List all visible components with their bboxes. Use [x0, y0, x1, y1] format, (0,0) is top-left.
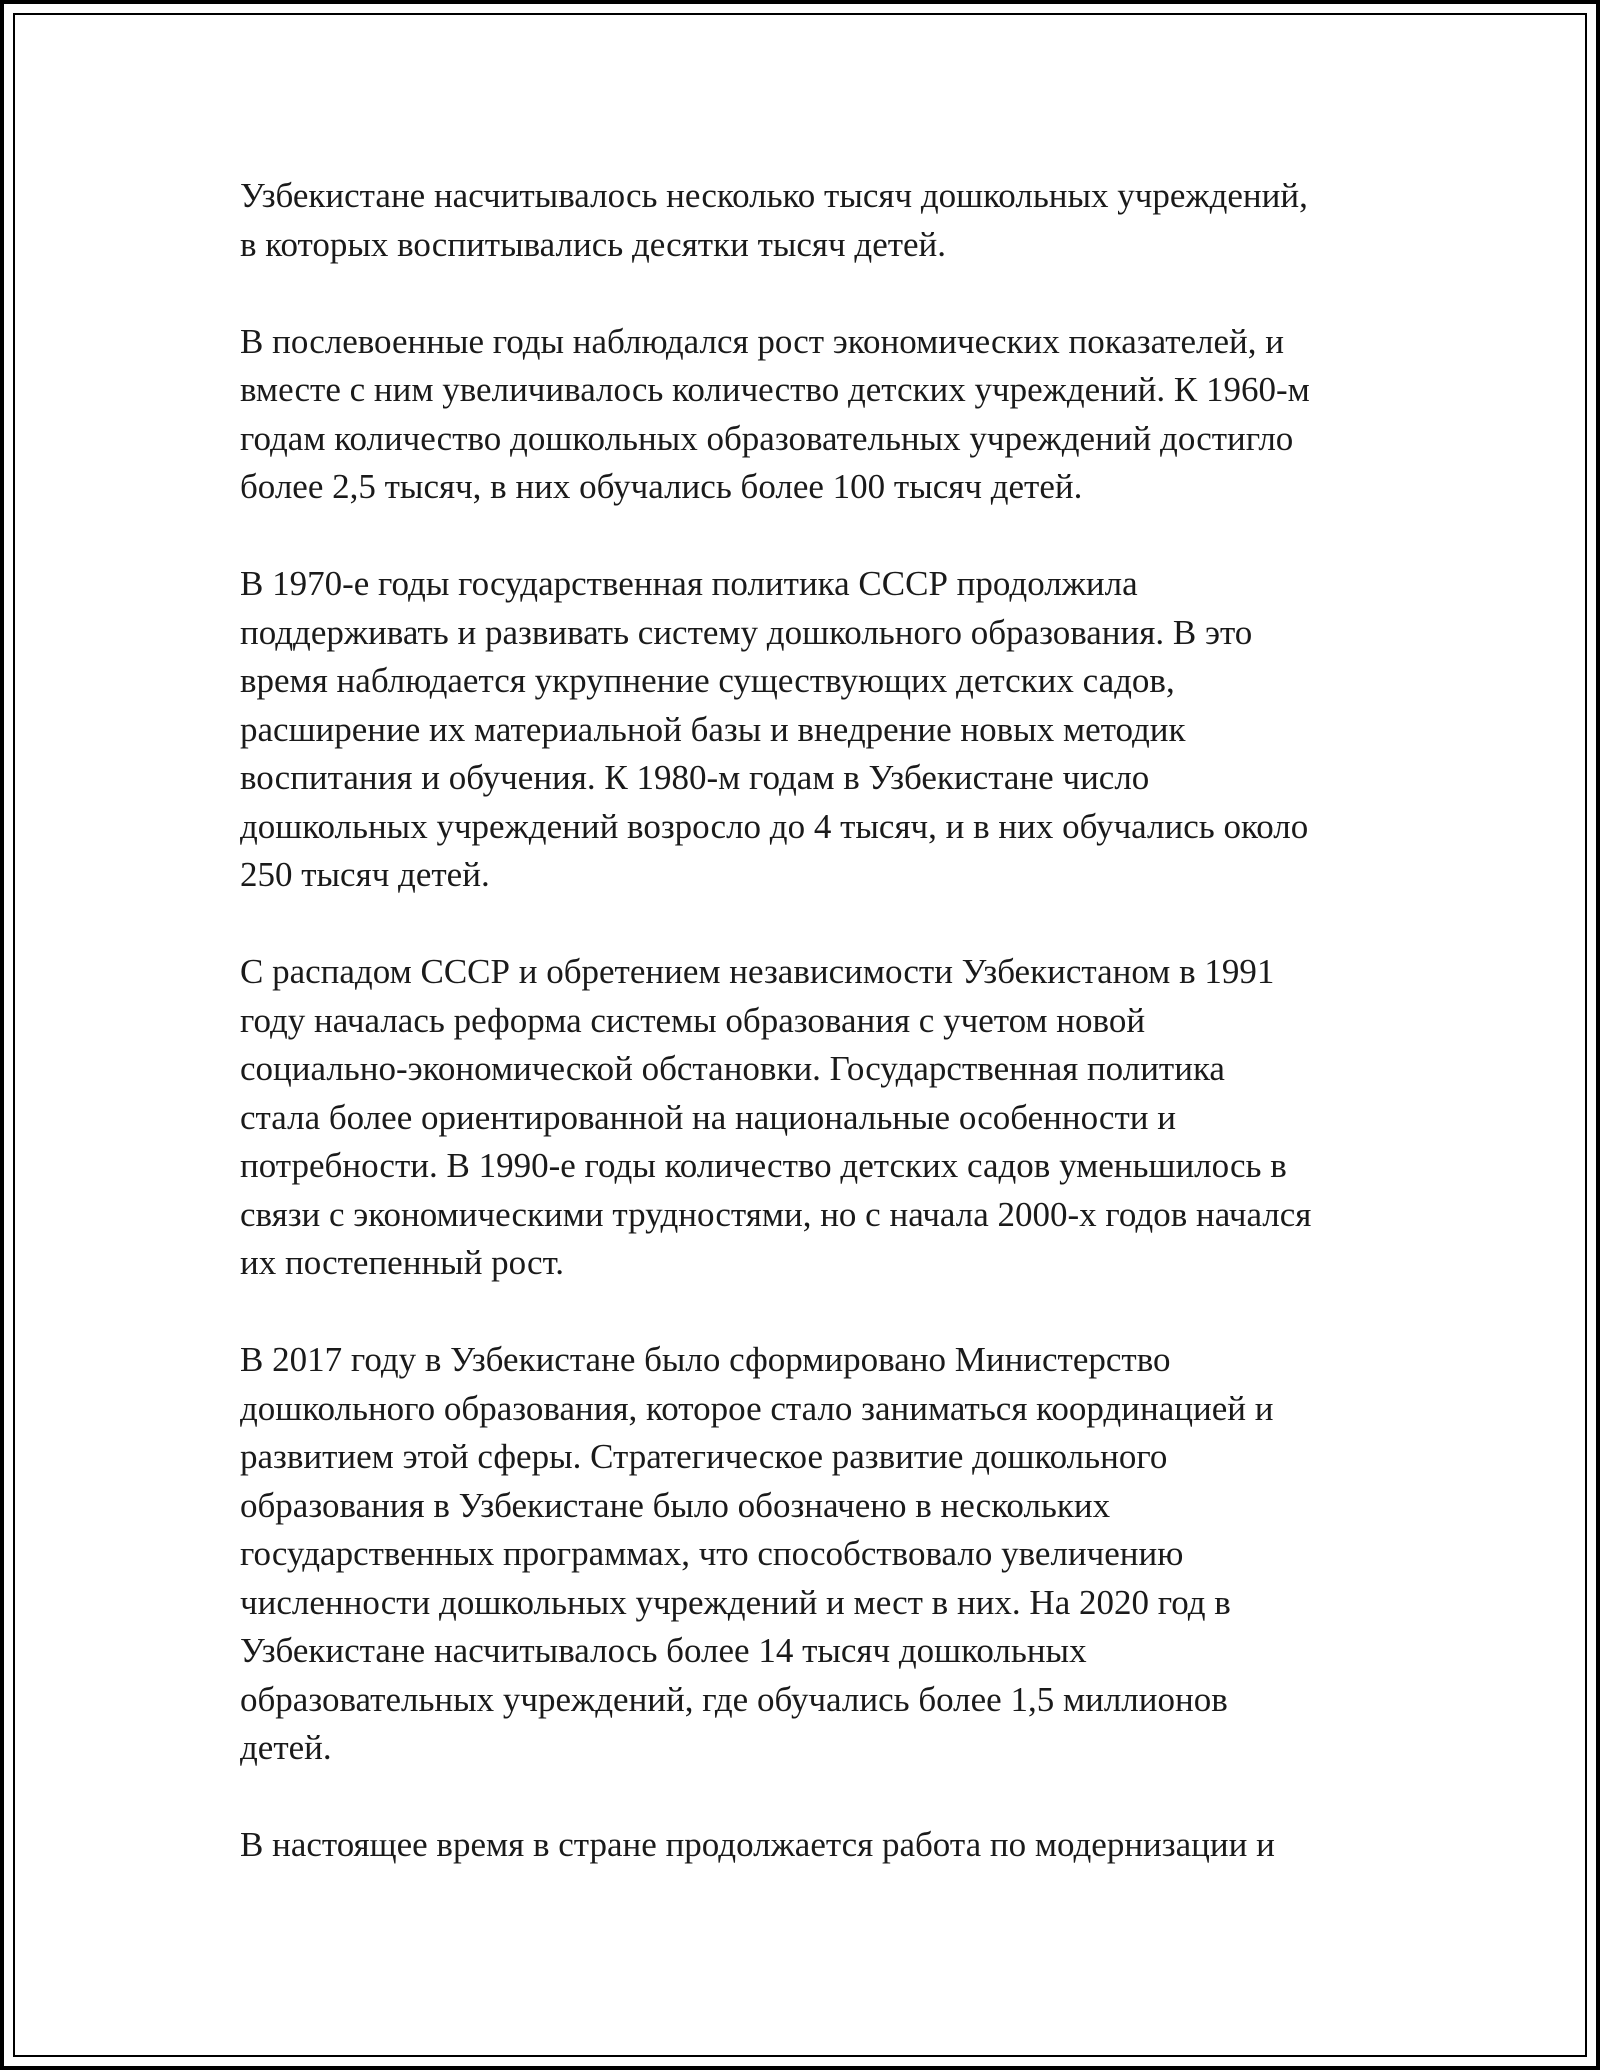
text-line: время наблюдается укрупнение существующих детских садов,: [240, 661, 1175, 700]
paragraph: [240, 560, 1380, 900]
text-line: более 2,5 тысяч, в них обучались более 100 тысяч детей.: [240, 467, 1083, 506]
text-line: В настоящее время в стране продолжается работа по модернизации и: [240, 1825, 1275, 1864]
text-line: в которых воспитывались десятки тысяч детей.: [240, 224, 947, 264]
text-line: воспитания и обучения. К 1980-м годам в Узбекистане число: [240, 758, 1150, 797]
text-line: дошкольного образования, которое стало заниматься координацией и: [240, 1388, 1274, 1428]
text-line: образования в Узбекистане было обозначено в нескольких: [240, 1485, 1111, 1525]
paragraph: [240, 318, 1380, 512]
text-line: социально-экономической обстановки. Государственная политика: [240, 1049, 1225, 1088]
text-line: 250 тысяч детей.: [240, 855, 490, 894]
text-line: развитием этой сферы. Стратегическое развитие дошкольного: [240, 1437, 1168, 1476]
text-line: стала более ориентированной на национальные особенности и: [240, 1097, 1176, 1137]
paragraph: [240, 948, 1380, 1288]
text-line: В послевоенные годы наблюдался рост экономических показателей, и: [240, 321, 1284, 361]
text-line: вместе с ним увеличивалось количество детских учреждений. К 1960-м: [240, 370, 1310, 409]
text-line: В 2017 году в Узбекистане было сформировано Министерство: [240, 1340, 1171, 1379]
paragraph: [240, 1821, 1380, 1870]
text-line: детей.: [240, 1728, 332, 1767]
text-line: годам количество дошкольных образовательных учреждений достигло: [240, 418, 1294, 458]
text-line: государственных программах, что способствовало увеличению: [240, 1534, 1184, 1573]
text-line: Узбекистане насчитывалось более 14 тысяч дошкольных: [240, 1631, 1087, 1670]
text-line: Узбекистане насчитывалось несколько тысяч дошкольных учреждений,: [240, 176, 1308, 215]
text-line: численности дошкольных учреждений и мест в них. На 2020 год в: [240, 1582, 1231, 1622]
text-line: их постепенный рост.: [240, 1243, 564, 1282]
text-line: С распадом СССР и обретением независимости Узбекистаном в 1991: [240, 952, 1275, 991]
paragraph: [240, 172, 1380, 269]
document-body: [240, 172, 1380, 1918]
text-line: поддерживать и развивать систему дошкольного образования. В это: [240, 612, 1253, 652]
text-line: году началась реформа системы образования с учетом новой: [240, 1000, 1146, 1040]
text-line: В 1970-е годы государственная политика СССР продолжила: [240, 564, 1138, 603]
text-line: связи с экономическими трудностями, но с начала 2000-х годов начался: [240, 1194, 1312, 1234]
text-line: дошкольных учреждений возросло до 4 тысяч, и в них обучались около: [240, 806, 1309, 846]
text-line: потребности. В 1990-е годы количество детских садов уменьшилось в: [240, 1146, 1287, 1185]
text-line: расширение их материальной базы и внедрение новых методик: [240, 709, 1186, 749]
paragraph: [240, 1336, 1380, 1773]
text-line: образовательных учреждений, где обучались более 1,5 миллионов: [240, 1679, 1228, 1719]
